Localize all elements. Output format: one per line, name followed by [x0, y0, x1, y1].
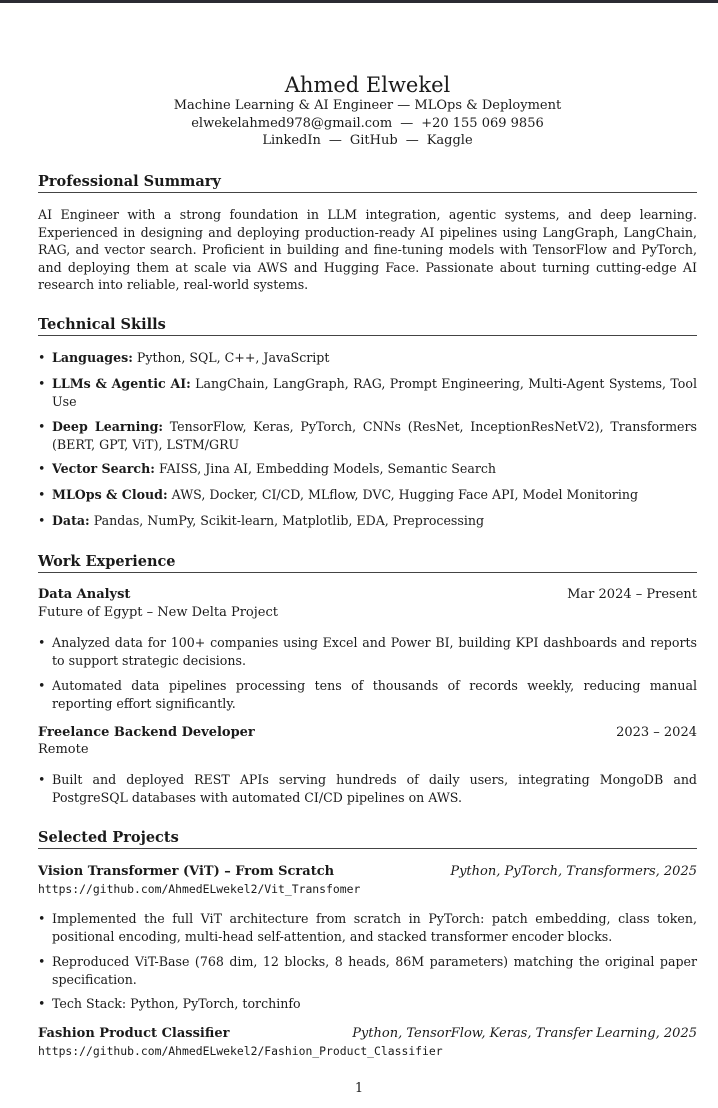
project-url-link[interactable]: https://github.com/AhmedELwekel2/Vit_Transfomer: [38, 882, 361, 896]
project-bullet: [38, 953, 697, 988]
candidate-title: Machine Learning & AI Engineer — MLOps & Deployment: [173, 98, 562, 113]
bullet-icon: •: [38, 911, 46, 926]
project-bullet-text: Tech Stack: Python, PyTorch, torchinfo: [52, 996, 301, 1011]
job-dates: 2023 – 2024: [616, 725, 697, 740]
profile-links: [38, 132, 697, 149]
bullet-icon: •: [38, 513, 46, 528]
section-heading-summary: Professional Summary: [38, 173, 697, 193]
skill-label: MLOps & Cloud:: [52, 487, 168, 502]
skill-value: Python, SQL, C++, JavaScript: [136, 350, 330, 365]
project-bullet: [38, 995, 697, 1013]
job-organization: Future of Egypt – New Delta Project: [38, 605, 278, 620]
bullet-icon: •: [38, 772, 46, 787]
job-bullet: [38, 771, 697, 806]
section-heading-experience: Work Experience: [38, 553, 697, 573]
job-bullet: [38, 634, 697, 669]
bullet-icon: •: [38, 461, 46, 476]
bullet-icon: •: [38, 678, 46, 693]
kaggle-link[interactable]: Kaggle: [426, 133, 473, 148]
skill-value: AWS, Docker, CI/CD, MLflow, DVC, Hugging Face API, Model Monitoring: [171, 487, 639, 502]
skill-item-languages: [38, 349, 697, 367]
page-number: 1: [354, 1081, 364, 1096]
skill-label: Deep Learning:: [52, 419, 164, 434]
job-bullet: [38, 677, 697, 712]
skill-label: Vector Search:: [52, 461, 155, 476]
project-bullet: [38, 910, 697, 945]
project-name: Fashion Product Classifier: [38, 1026, 230, 1041]
project-url-link[interactable]: https://github.com/AhmedELwekel2/Fashion_Product_Classifier: [38, 1044, 443, 1058]
project-bullet-text: Implemented the full ViT architecture from scratch in PyTorch: patch embedding, class token, positional encoding, multi-head self-attention, and stacked transformer encoder blocks.: [52, 911, 697, 944]
bullet-icon: •: [38, 954, 46, 969]
skill-item-llms: [38, 375, 697, 410]
candidate-name: Ahmed Elwekel: [284, 73, 451, 97]
separator: —: [328, 133, 342, 148]
skill-item-data: [38, 512, 697, 530]
skill-value: TensorFlow, Keras, PyTorch, CNNs (ResNet, InceptionResNetV2), Transformers (BERT, GPT, ViT), LSTM/GRU: [52, 419, 697, 452]
job-role: Data Analyst: [38, 587, 131, 602]
email-link[interactable]: elwekelahmed978@gmail.com: [191, 116, 393, 131]
bullet-icon: •: [38, 376, 46, 391]
bullet-icon: •: [38, 350, 46, 365]
phone-number: +20 155 069 9856: [421, 116, 544, 131]
separator: —: [405, 133, 419, 148]
project-tech: Python, TensorFlow, Keras, Transfer Learning, 2025: [352, 1026, 697, 1041]
skill-value: Pandas, NumPy, Scikit-learn, Matplotlib, EDA, Preprocessing: [93, 513, 485, 528]
skill-item-mlops: [38, 486, 697, 504]
project-bullet-text: Reproduced ViT-Base (768 dim, 12 blocks, 8 heads, 86M parameters) matching the original paper specification.: [52, 954, 697, 987]
skill-value: LangChain, LangGraph, RAG, Prompt Engineering, Multi-Agent Systems, Tool Use: [52, 376, 697, 409]
skill-label: LLMs & Agentic AI:: [52, 376, 191, 391]
job-organization: Remote: [38, 742, 89, 757]
section-heading-projects: Selected Projects: [38, 829, 697, 849]
job-dates: Mar 2024 – Present: [567, 587, 697, 602]
bullet-icon: •: [38, 635, 46, 650]
job-role: Freelance Backend Developer: [38, 725, 255, 740]
github-link[interactable]: GitHub: [349, 133, 398, 148]
project-name: Vision Transformer (ViT) – From Scratch: [38, 864, 335, 879]
bullet-icon: •: [38, 996, 46, 1011]
skill-value: FAISS, Jina AI, Embedding Models, Semantic Search: [158, 461, 497, 476]
top-border: [0, 0, 718, 3]
section-heading-skills: Technical Skills: [38, 316, 697, 336]
skill-label: Data:: [52, 513, 90, 528]
skill-item-deep-learning: [38, 418, 697, 453]
project-tech: Python, PyTorch, Transformers, 2025: [450, 864, 697, 879]
job-bullet-text: Automated data pipelines processing tens of thousands of records weekly, reducing manual reporting effort significantly.: [52, 678, 697, 711]
bullet-icon: •: [38, 487, 46, 502]
bullet-icon: •: [38, 419, 46, 434]
contact-line: [38, 115, 697, 132]
summary-text: AI Engineer with a strong foundation in LLM integration, agentic systems, and deep learning. Experienced in designing and deploying production-ready AI pipelines using LangGraph, LangChain, RAG, and vector search. Proficient in building and fine-tuning models with TensorFlow and PyTorch, and deploying them at scale via AWS and Hugging Face. Passionate about turning cutting-edge AI research into reliable, real-world systems.: [38, 207, 697, 293]
linkedin-link[interactable]: LinkedIn: [262, 133, 321, 148]
separator: —: [400, 116, 414, 131]
job-bullet-text: Built and deployed REST APIs serving hundreds of daily users, integrating MongoDB and PostgreSQL databases with automated CI/CD pipelines on AWS.: [52, 772, 697, 805]
skill-label: Languages:: [52, 350, 133, 365]
job-bullet-text: Analyzed data for 100+ companies using Excel and Power BI, building KPI dashboards and reports to support strategic decisions.: [52, 635, 697, 668]
skill-item-vector-search: [38, 460, 697, 478]
